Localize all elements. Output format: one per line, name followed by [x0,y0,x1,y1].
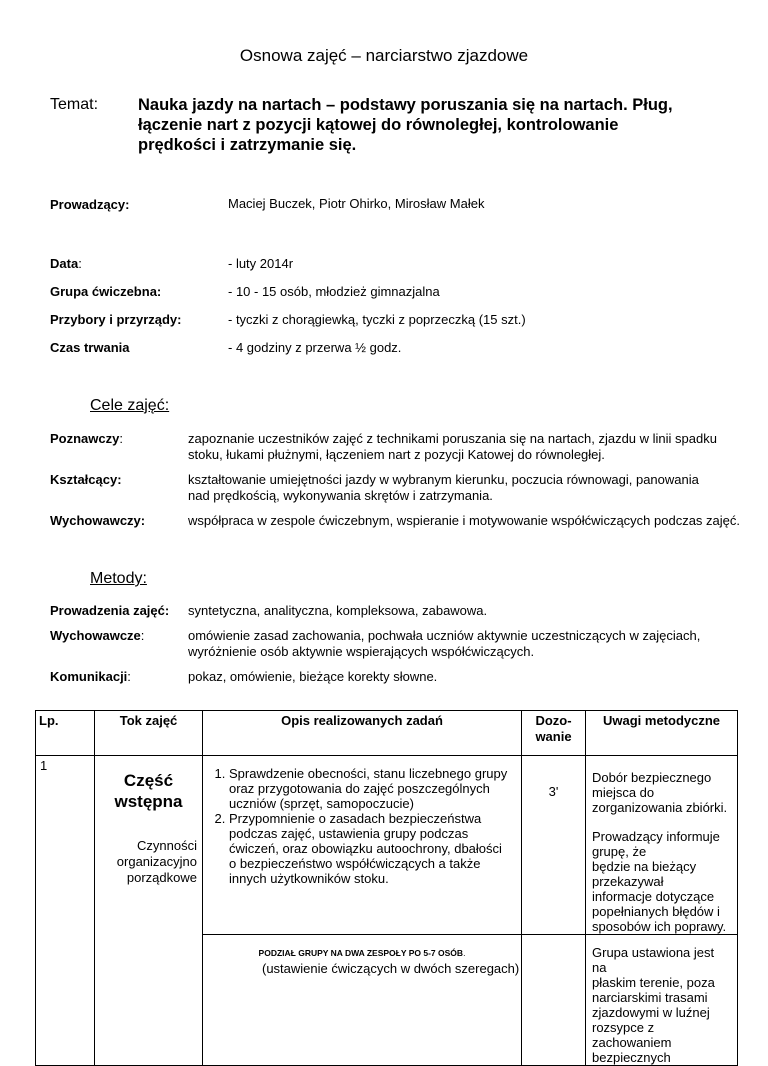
communication-value: pokaz, omówienie, bieżące korekty słowne. [188,669,438,684]
activity-type-line: Czynności [137,838,197,853]
row-dosage [522,935,586,1066]
remark-line: Grupa ustawiona jest na [592,945,715,975]
remark-line: narciarskimi trasami [592,990,708,1005]
group-label: Grupa ćwiczebna: [50,284,162,299]
remark-paragraph [586,935,737,1065]
group-division-note [204,948,520,958]
remark-line: popełnianych błędów i [592,904,720,919]
activity-type-line: organizacyjno [116,854,197,869]
remark-line: Dobór bezpiecznego miejsca do [592,770,712,800]
header-dosage-line: Dozo- [535,713,572,728]
remark-line: będzie na bieżący przekazywał [592,859,697,889]
task-line: uczniów (sprzęt, samopoczucie) [229,796,414,811]
row-description [203,756,522,935]
duration-value: - 4 godziny z przerwa ½ godz. [228,340,402,355]
row-lp: 1 [36,756,95,1066]
educational-value [188,472,699,504]
remark-paragraph [586,815,737,934]
remark-line: zorganizowania zbiórki. [592,800,728,815]
cognitive-label [50,431,123,446]
row-description [203,935,522,1066]
list-item [229,766,517,811]
group-division-dot: . [463,948,466,958]
task-list [207,766,517,886]
header-remarks: Uwagi metodyczne [586,711,738,756]
date-label-text: Data [50,256,79,271]
upbringing-methods-label [50,628,144,643]
header-lp: Lp. [36,711,95,756]
lesson-plan-table [35,710,738,1066]
communication-label-colon: : [127,669,131,684]
row-remarks [586,756,738,935]
task-line: 1. Sprawdzenie obecności, stanu liczebnego grupy [229,766,508,781]
upbringing-methods-line: wyróżnienie osób aktywnie wspierających współćwiczących. [188,644,535,659]
table-row [36,756,738,935]
row-dosage: 3' [522,756,586,935]
activity-type-line: porządkowe [126,870,197,885]
part-title-line: wstępna [114,792,183,811]
remark-line: płaskim terenie, poza [592,975,715,990]
part-title-line: Część [123,771,174,790]
list-item [229,811,517,886]
instructors-value: Maciej Buczek, Piotr Ohirko, Mirosław Małek [228,196,485,211]
upbringing-methods-value [188,628,700,660]
header-course: Tok zajęć [95,711,203,756]
goals-heading: Cele zajęć: [90,397,170,414]
upbringing-methods-label-colon: : [140,628,145,643]
row-remarks [586,935,738,1066]
header-dosage-line: wanie [535,729,572,744]
remark-line: sposobów ich poprawy. [592,919,727,934]
cognitive-value [188,431,717,463]
cognitive-label-colon: : [119,431,123,446]
task-line: ćwiczeń, oraz obowiązku autoochrony, dbałości [229,841,502,856]
task-line: podczas zajęć, ustawienia grupy podczas [229,826,469,841]
remark-line: Prowadzący informuje grupę, że [592,829,720,859]
task-line: o bezpieczeństwo współćwiczących a także [229,856,481,871]
topic-line: łączenie nart z pozycji kątowej do równoległej, kontrolowanie [138,116,619,134]
remark-paragraph [586,756,737,815]
topic-text [138,95,738,155]
educational-label: Kształcący: [50,472,122,487]
methods-heading: Metody: [90,570,147,587]
remark-line: zachowaniem bezpiecznych [592,1035,672,1065]
date-value: - luty 2014r [228,256,294,271]
arrangement-note: (ustawienie ćwiczących w dwóch szeregach) [262,961,520,976]
document-title: Osnowa zajęć – narciarstwo zjazdowe [239,46,529,65]
educational-line: nad prędkością, wykonywania skrętów i zatrzymania. [188,488,493,503]
upbringing-value: współpraca w zespole ćwiczebnym, wspieranie i motywowanie współćwiczących podczas zajęć. [188,513,741,528]
instructors-label: Prowadzący: [50,197,130,212]
equipment-value: - tyczki z chorągiewką, tyczki z poprzeczką (15 szt.) [228,312,526,327]
topic-label: Temat: [50,96,99,113]
cognitive-label-text: Poznawczy [50,431,120,446]
cognitive-line: stoku, łukami płużnymi, łączeniem nart z pozycji Katowej do równoległej. [188,447,605,462]
part-title [98,770,199,812]
task-line: innych użytkowników stoku. [229,871,389,886]
group-value: - 10 - 15 osób, młodzież gimnazjalna [228,284,440,299]
conducting-value: syntetyczna, analityczna, kompleksowa, zabawowa. [188,603,488,618]
header-dosage [522,711,586,756]
communication-label [50,669,131,684]
communication-label-text: Komunikacji [50,669,128,684]
date-label [50,256,82,271]
upbringing-label: Wychowawczy: [50,513,146,528]
remark-line: zjazdowymi w luźnej rozsypce z [592,1005,710,1035]
cognitive-line: zapoznanie uczestników zajęć z technikami poruszania się na nartach, zjazdu w linii spadku [188,431,717,446]
topic-line: prędkości i zatrzymanie się. [138,136,357,154]
group-division-text: PODZIAŁ GRUPY NA DWA ZESPOŁY PO 5-7 OSÓB [258,948,464,958]
task-line: 2. Przypomnienie o zasadach bezpieczeństwa [229,811,482,826]
conducting-label: Prowadzenia zajęć: [50,603,170,618]
row-course [95,756,203,1066]
table-header-row [36,711,738,756]
activity-type [98,838,199,886]
upbringing-methods-line: omówienie zasad zachowania, pochwała uczniów aktywnie uczestniczących w zajęciach, [188,628,701,643]
upbringing-methods-label-text: Wychowawcze [50,628,141,643]
duration-label: Czas trwania [50,340,130,355]
header-description: Opis realizowanych zadań [203,711,522,756]
date-label-colon: : [78,256,82,271]
topic-line: Nauka jazdy na nartach – podstawy poruszania się na nartach. Pług, [138,96,673,114]
remark-line: informacje dotyczące [592,889,715,904]
task-line: oraz przygotowania do zajęć poszczególnych [229,781,490,796]
educational-line: kształtowanie umiejętności jazdy w wybranym kierunku, poczucia równowagi, panowania [188,472,699,487]
equipment-label: Przybory i przyrządy: [50,312,182,327]
